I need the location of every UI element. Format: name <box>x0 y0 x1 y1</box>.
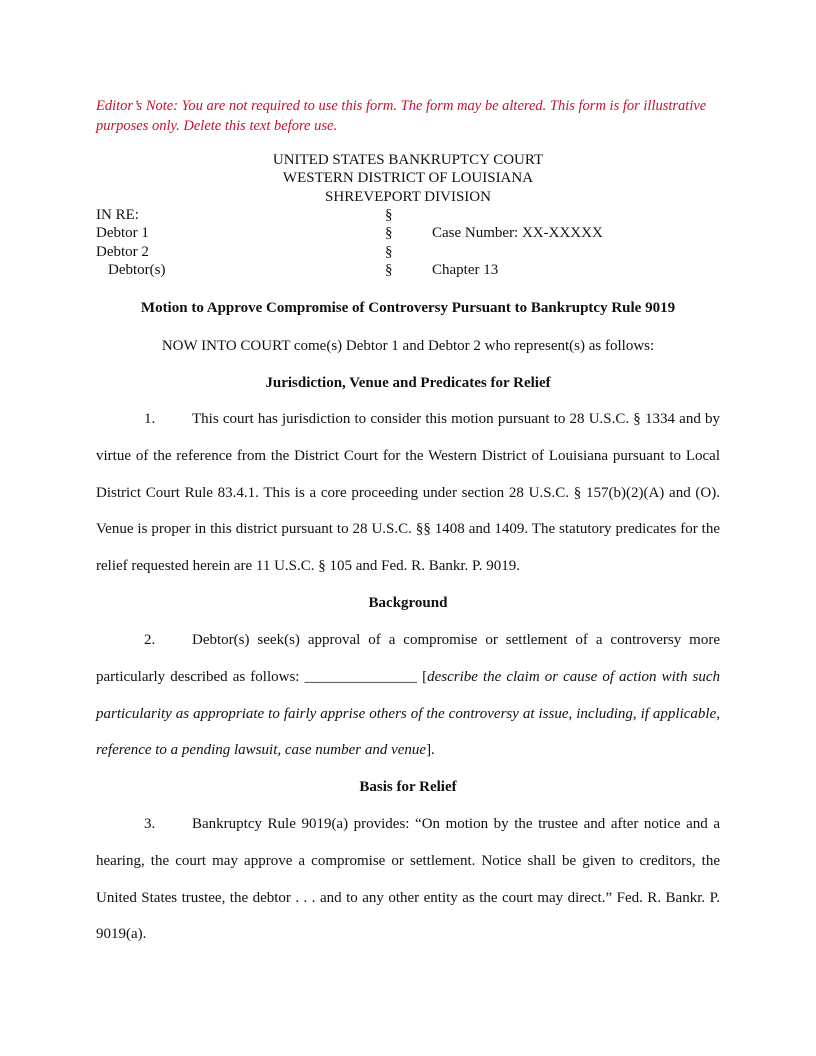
motion-title: Motion to Approve Compromise of Controversy Pursuant to Bankruptcy Rule 9019 <box>140 300 676 316</box>
paragraph-text: This court has jurisdiction to consider this motion pursuant to 28 U.S.C. § 1334 and by virtue of the reference from the District Court for the Western District of Louisiana pursuant to Local District Court Rule 83.4.1. This is a core proceeding under section 28 U.S.C. § 157(b)(2)(A) and (O). Venue is proper in this district pursuant to 28 U.S.C. §§ 1408 and 1409. The statutory predicates for the relief requested herein are 11 U.S.C. § 105 and Fed. R. Bankr. P. 9019. <box>96 411 720 575</box>
case-number: Case Number: XX-XXXXX <box>432 225 603 242</box>
intro-line: NOW INTO COURT come(s) Debtor 1 and Debtor 2 who represent(s) as follows: <box>161 338 655 354</box>
court-division: SHREVEPORT DIVISION <box>325 188 491 205</box>
basis-heading: Basis for Relief <box>359 779 457 795</box>
section-symbol: § <box>385 262 393 279</box>
court-name: UNITED STATES BANKRUPTCY COURT <box>272 152 544 168</box>
court-district: WESTERN DISTRICT OF LOUISIANA <box>282 170 534 187</box>
background-heading: Background <box>368 595 448 611</box>
paragraph-2 <box>96 622 720 769</box>
debtor-1-name: Debtor 1 <box>96 225 149 242</box>
chapter-label: Chapter 13 <box>432 262 499 279</box>
paragraph-1 <box>96 401 720 585</box>
paragraph-number: 2. <box>144 632 156 648</box>
in-re-label: IN RE: <box>96 207 139 223</box>
court-header <box>96 151 720 206</box>
editor-note: Editor’s Note: You are not required to use this form. The form may be altered. This form is for illustrative purposes only. Delete this text before use. <box>96 98 707 134</box>
paragraph-italic-instruction: describe the claim or cause of action with such particularity as appropriate to fairly apprise others of the controversy at issue, including, if applicable, reference to a pending lawsuit, case number and venue <box>96 668 721 759</box>
paragraph-text: Bankruptcy Rule 9019(a) provides: “On motion by the trustee and after notice and a hearing, the court may approve a compromise or settlement. Notice shall be given to creditors, the United States trustee, the debtor . . . and to any other entity as the court may direct.” Fed. R. Bankr. P. 9019(a). <box>96 816 720 943</box>
section-symbol: § <box>385 243 393 260</box>
paragraph-3 <box>96 806 720 953</box>
paragraph-text: Debtor(s) seek(s) approval of a compromise or settlement of a controversy more particularly described as follows: _______________ [ <box>96 632 720 685</box>
section-symbol: § <box>385 207 393 223</box>
debtors-label: Debtor(s) <box>108 262 166 279</box>
debtor-2-name: Debtor 2 <box>96 243 149 260</box>
jurisdiction-heading: Jurisdiction, Venue and Predicates for Relief <box>265 375 551 391</box>
paragraph-number: 3. <box>144 816 156 832</box>
paragraph-number: 1. <box>144 411 156 427</box>
case-caption <box>96 206 720 280</box>
paragraph-end: ]. <box>426 742 435 759</box>
section-symbol: § <box>385 225 393 242</box>
